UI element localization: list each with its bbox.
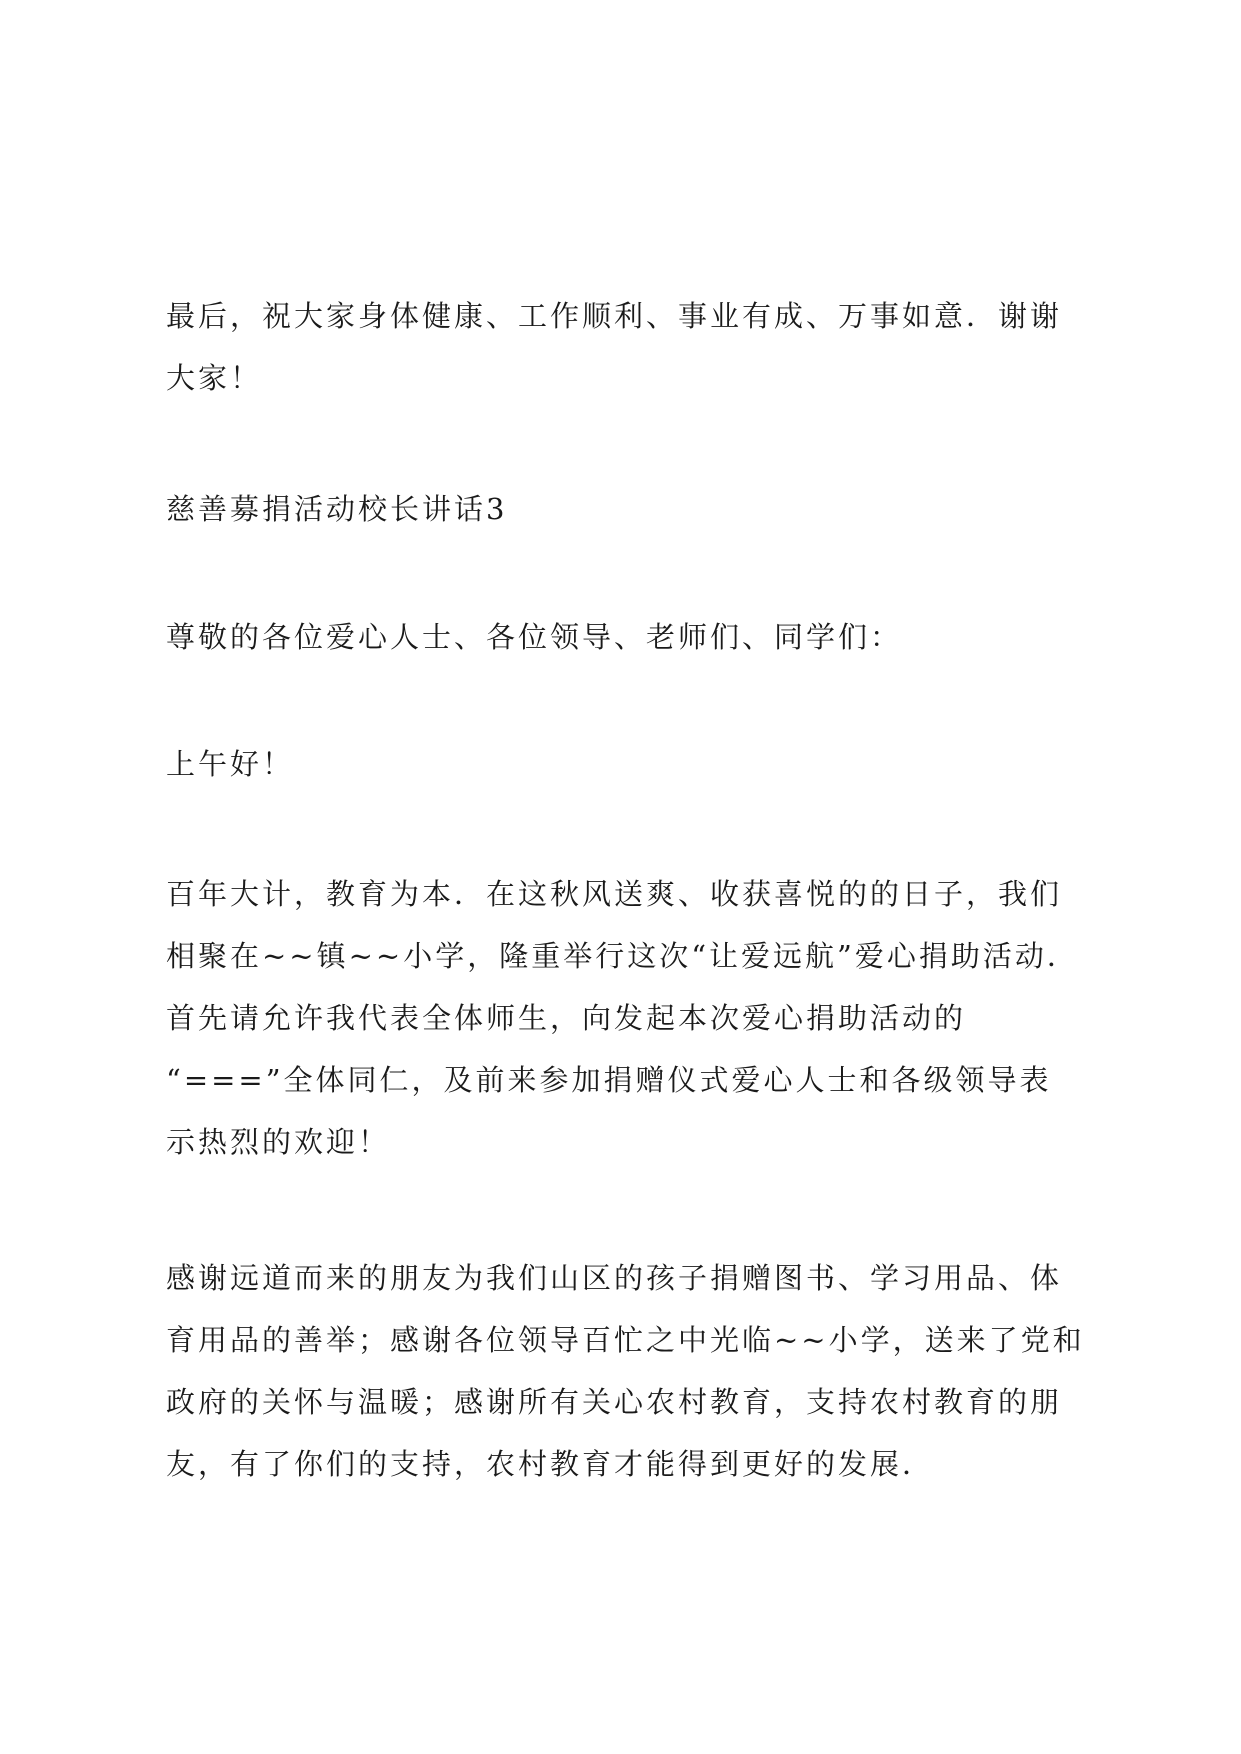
paragraph-line: 示热烈的欢迎！ bbox=[166, 1125, 391, 1159]
salutation: 尊敬的各位爱心人士、各位领导、老师们、同学们： bbox=[166, 620, 903, 654]
paragraph-line: 大家！ bbox=[166, 361, 263, 395]
paragraph-line: 相聚在~~镇~~小学，隆重举行这次“让爱远航”爱心捐助活动． bbox=[166, 939, 1079, 973]
paragraph-line: “===”全体同仁，及前来参加捐赠仪式爱心人士和各级领导表 bbox=[166, 1063, 1052, 1097]
body-paragraph-1 bbox=[166, 863, 1096, 1173]
closing-paragraph bbox=[166, 285, 1096, 409]
paragraph-line: 百年大计，教育为本．在这秋风送爽、收获喜悦的的日子，我们 bbox=[166, 877, 1063, 911]
paragraph-line: 育用品的善举；感谢各位领导百忙之中光临~~小学，送来了党和 bbox=[166, 1323, 1085, 1357]
paragraph-line: 感谢远道而来的朋友为我们山区的孩子捐赠图书、学习用品、体 bbox=[166, 1261, 1063, 1295]
greeting: 上午好！ bbox=[166, 747, 295, 781]
paragraph-line: 首先请允许我代表全体师生，向发起本次爱心捐助活动的 bbox=[166, 1001, 967, 1035]
paragraph-line: 友，有了你们的支持，农村教育才能得到更好的发展． bbox=[166, 1447, 935, 1481]
paragraph-line: 最后，祝大家身体健康、工作顺利、事业有成、万事如意．谢谢 bbox=[166, 299, 1063, 333]
speech-heading: 慈善募捐活动校长讲话3 bbox=[166, 492, 508, 526]
paragraph-line: 政府的关怀与温暖；感谢所有关心农村教育，支持农村教育的朋 bbox=[166, 1385, 1063, 1419]
body-paragraph-2 bbox=[166, 1247, 1096, 1495]
